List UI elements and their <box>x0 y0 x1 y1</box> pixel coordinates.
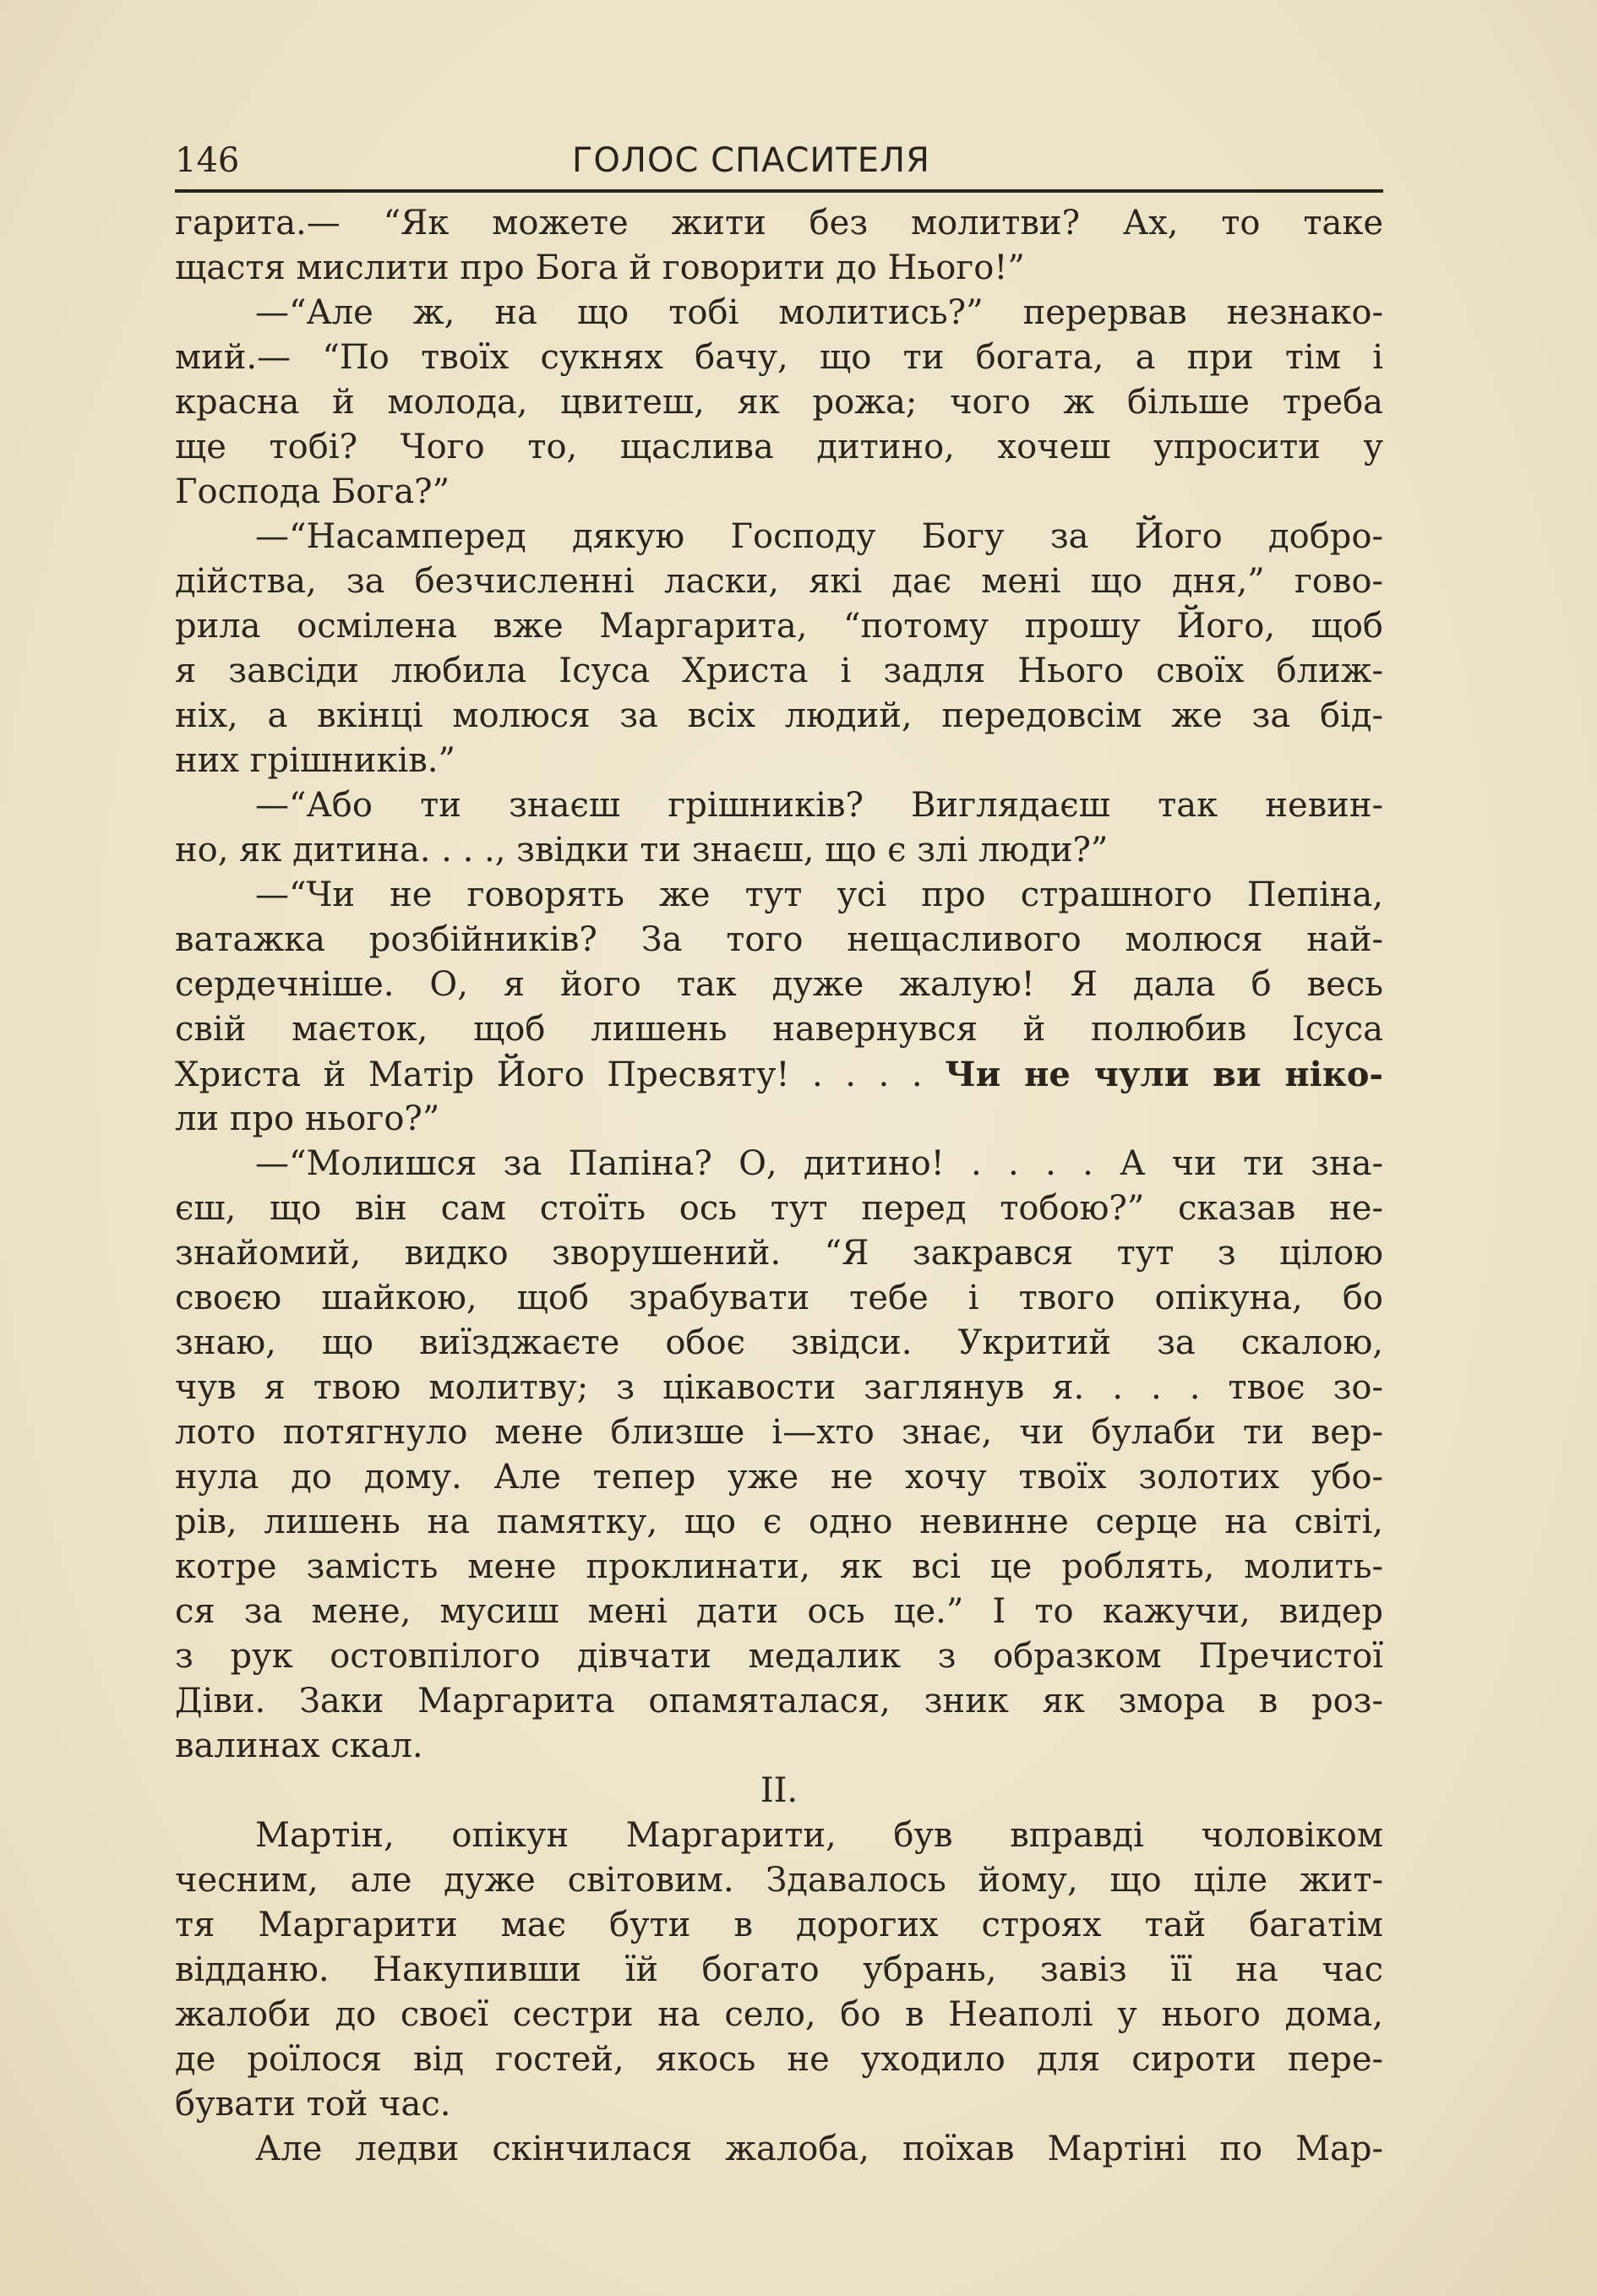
text-line: ніх, а вкінці молюся за всіх людий, передовсім же за бід- <box>175 696 1383 735</box>
text-line: я завсіди любила Ісуса Христа і задля Нього своїх ближ- <box>175 652 1383 690</box>
text-line: ся за мене, мусиш мені дати ось це.” І то кажучи, видер <box>175 1592 1383 1631</box>
text-line: Діви. Заки Маргарита опамяталася, зник як змора в роз- <box>175 1682 1383 1721</box>
text-line: них грішників.” <box>175 741 455 780</box>
body-text <box>175 201 1383 2172</box>
text-line: —“Але ж, на що тобі молитись?” перервав незнако- <box>255 293 1383 332</box>
text-line: нула до дому. Але тепер уже не хочу твоїх золотих убо- <box>175 1458 1383 1497</box>
text-line: ще тобі? Чого то, щаслива дитино, хочеш упросити у <box>175 428 1383 466</box>
text-line: но, як дитина. . . ., звідки ти знаєш, що є злі люди?” <box>175 831 1109 870</box>
text-line: своєю шайкою, щоб зрабувати тебе і твого опікуна, бо <box>175 1279 1383 1317</box>
bold-phrase: Чи не чули ви ніко- <box>945 1055 1383 1094</box>
section-heading: II. <box>760 1771 798 1810</box>
header-rule <box>175 189 1383 193</box>
text-line: чув я твою молитву; з цікавости заглянув я. . . . твоє зо- <box>175 1368 1383 1407</box>
text-line: рів, лишень на памятку, що є одно невинне серце на світі, <box>175 1502 1383 1541</box>
text-line: єш, що він сам стоїть ось тут перед тобою?” сказав не- <box>175 1189 1383 1228</box>
text-line: Господа Бога?” <box>175 472 450 511</box>
text-line: валинах скал. <box>175 1726 423 1765</box>
text-line: —“Насамперед дякую Господу Богу за Його добро- <box>255 517 1383 556</box>
page-header <box>175 135 1383 186</box>
page-number: 146 <box>175 141 240 180</box>
text-line: мий.— “По твоїх сукнях бачу, що ти богата, а при тім і <box>175 338 1383 377</box>
text-line: дійства, за безчисленні ласки, які дає мені що дня,” гово- <box>175 562 1383 601</box>
text-line: Мартін, опікун Маргарити, був вправді чоловіком <box>255 1816 1383 1855</box>
text-line: рила осмілена вже Маргарита, “потому прошу Його, щоб <box>175 607 1383 646</box>
text-line: знаю, що виїзджаєте обоє звідси. Укритий за скалою, <box>175 1323 1383 1362</box>
text-line: де роїлося від гостей, якось не уходило для сироти пере- <box>175 2040 1383 2079</box>
text-line: сердечніше. О, я його так дуже жалую! Я дала б весь <box>175 965 1383 1004</box>
text-line: ватажка розбійників? За того нещасливого молюся най- <box>175 920 1383 959</box>
text-line: —“Або ти знаєш грішників? Виглядаєш так невин- <box>255 786 1383 825</box>
text-line: гарита.— “Як можете жити без молитви? Ах, то таке <box>175 204 1383 243</box>
text-line: чесним, але дуже світовим. Здавалось йому, що ціле жит- <box>175 1861 1383 1900</box>
text-line: тя Маргарити має бути в дорогих строях тай багатім <box>175 1906 1383 1944</box>
text-line: ли про нього?” <box>175 1099 440 1138</box>
text-line: бувати той час. <box>175 2085 451 2124</box>
text-line: відданю. Накупивши їй богато убрань, завіз її на час <box>175 1950 1383 1989</box>
text-line: красна й молода, цвитеш, як рожа; чого ж більше треба <box>175 383 1383 422</box>
text-line: жалоби до своєї сестри на село, бо в Неаполі у нього дома, <box>175 1995 1383 2034</box>
text-line: —“Чи не говорять же тут усі про страшного Пепіна, <box>255 875 1383 914</box>
text-line: лото потягнуло мене близше і—хто знає, чи булаби ти вер- <box>175 1413 1383 1452</box>
text-line-with-bold <box>175 1052 1383 1097</box>
text-line: щастя мислити про Бога й говорити до Нього!” <box>175 248 1025 287</box>
text-segment: Христа й Матір Його Пресвяту! . . . . <box>175 1055 923 1094</box>
text-line: котре замість мене проклинати, як всі це роблять, молить- <box>175 1547 1383 1586</box>
text-line: —“Молишся за Папіна? О, дитино! . . . . А чи ти зна- <box>255 1144 1383 1183</box>
text-line: з рук остовпілого дівчати медалик з образком Пречистої <box>175 1637 1383 1676</box>
text-line: Але ледви скінчилася жалоба, поїхав Мартіні по Мар- <box>255 2130 1383 2168</box>
text-line: свій маєток, щоб лишень навернувся й полюбив Ісуса <box>175 1010 1383 1049</box>
running-title: ГОЛОС СПАСИТЕЛЯ <box>572 141 930 180</box>
text-line: знайомий, видко зворушений. “Я закрався тут з цілою <box>175 1234 1383 1273</box>
